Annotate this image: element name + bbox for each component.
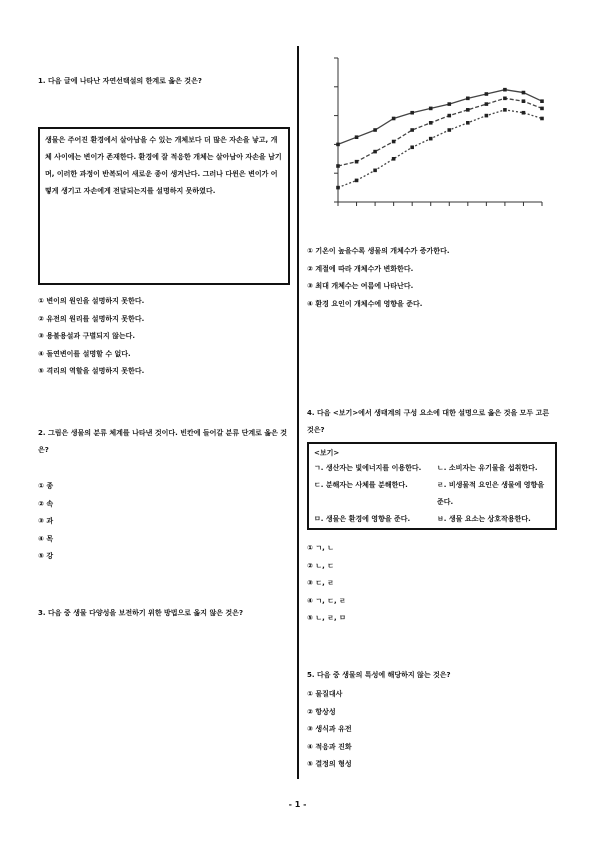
data-point <box>503 108 507 112</box>
data-point <box>447 102 451 106</box>
data-point <box>373 150 377 154</box>
option[interactable]: ① 기온이 높을수록 생물의 개체수가 증가한다. <box>307 247 450 255</box>
option[interactable]: ④ ㄱ, ㄷ, ㄹ <box>307 596 346 605</box>
bogi-item: ㄹ. 비생물적 요인은 생물에 영향을 준다. <box>437 481 545 506</box>
question-5-options <box>307 686 352 774</box>
column-divider <box>297 46 299 779</box>
data-point <box>540 99 544 103</box>
option[interactable]: ② 유전의 원리를 설명하지 못한다. <box>38 314 145 323</box>
option[interactable]: ② 계절에 따라 개체수가 변화한다. <box>307 264 414 273</box>
question-5 <box>307 667 557 684</box>
question-1-passage-box <box>38 127 290 285</box>
data-point <box>503 97 507 101</box>
data-point <box>503 88 507 92</box>
option[interactable]: ⑤ 격리의 역할을 설명하지 못한다. <box>38 367 145 375</box>
data-point <box>466 121 470 125</box>
data-point <box>540 107 544 111</box>
data-point <box>485 102 489 106</box>
option[interactable]: ④ 목 <box>38 534 54 543</box>
data-point <box>447 114 451 118</box>
question-3-stem: 3. 다음 중 생물 다양성을 보전하기 위한 방법으로 옳지 않은 것은? <box>38 609 244 617</box>
option[interactable]: ⑤ 결정의 형성 <box>307 760 352 768</box>
option[interactable]: ④ 적응과 진화 <box>307 742 352 751</box>
question-2 <box>38 425 290 459</box>
option[interactable]: ① ㄱ, ㄴ <box>307 544 334 552</box>
bogi-item: ㅁ. 생물은 환경에 영향을 준다. <box>314 515 411 523</box>
series-line <box>338 110 542 188</box>
option[interactable]: ③ ㄷ, ㄹ <box>307 579 334 587</box>
data-point <box>373 169 377 173</box>
bogi-item: ㄷ. 분해자는 사체를 분해한다. <box>314 481 408 489</box>
data-point <box>447 128 451 132</box>
data-point <box>373 128 377 132</box>
question-3 <box>38 605 290 622</box>
option[interactable]: ⑤ 강 <box>38 552 54 560</box>
data-point <box>429 137 433 141</box>
question-4-options <box>307 540 346 628</box>
question-1-passage: 생물은 주어진 환경에서 살아남을 수 있는 개체보다 더 많은 자손을 낳고, 개체 사이에는 변이가 존재한다. 환경에 잘 적응한 개체는 살아남아 자손을 남기며, 이러한 과정이 반복되어 새로운 종이 생겨난다. 그러나 다윈은 변이가 어떻게 생기고 자손에게 전달되는지를 설명하지 못하였다. <box>45 136 282 195</box>
bogi-item: ㄴ. 소비자는 유기물을 섭취한다. <box>437 464 538 472</box>
bogi-item: ㄱ. 생산자는 빛에너지를 이용한다. <box>314 464 422 472</box>
option[interactable]: ① 종 <box>38 482 54 490</box>
option[interactable]: ③ 최대 개체수는 여름에 나타난다. <box>307 282 414 290</box>
option[interactable]: ④ 환경 요인이 개체수에 영향을 준다. <box>307 299 423 308</box>
data-point <box>336 186 340 190</box>
option[interactable]: ③ 과 <box>38 517 54 525</box>
option[interactable]: ① 변이의 원인을 설명하지 못한다. <box>38 297 145 305</box>
question-1 <box>38 73 290 90</box>
data-point <box>392 117 396 121</box>
data-point <box>336 143 340 147</box>
data-point <box>466 108 470 112</box>
data-point <box>522 111 526 115</box>
line-chart <box>316 50 548 220</box>
data-point <box>410 145 414 149</box>
option[interactable]: ③ 생식과 유전 <box>307 725 352 733</box>
option[interactable]: ⑤ ㄴ, ㄹ, ㅁ <box>307 614 346 622</box>
option[interactable]: ④ 돌연변이를 설명할 수 없다. <box>38 349 131 358</box>
data-point <box>355 135 359 139</box>
data-point <box>522 99 526 103</box>
bogi-box <box>307 442 557 530</box>
data-point <box>466 97 470 101</box>
question-1-stem: 1. 다음 글에 나타난 자연선택설의 한계로 옳은 것은? <box>38 77 202 85</box>
data-point <box>540 117 544 121</box>
data-point <box>429 121 433 125</box>
data-point <box>336 164 340 168</box>
data-point <box>392 140 396 144</box>
page-number: - 1 - <box>288 800 307 809</box>
question-1-options <box>38 293 144 381</box>
data-point <box>485 92 489 96</box>
option[interactable]: ② ㄴ, ㄷ <box>307 561 334 570</box>
question-5-stem: 5. 다음 중 생물의 특성에 해당하지 않는 것은? <box>307 671 451 679</box>
data-point <box>410 111 414 115</box>
chart-question-options <box>307 243 557 313</box>
question-4 <box>307 405 557 439</box>
data-point <box>485 114 489 118</box>
question-4-stem: 4. 다음 <보기>에서 생태계의 구성 요소에 대한 설명으로 옳은 것을 모두 고른 것은? <box>307 409 550 434</box>
option[interactable]: ① 물질대사 <box>307 690 343 698</box>
data-point <box>429 107 433 111</box>
data-point <box>355 160 359 164</box>
bogi-title: <보기> <box>314 449 340 457</box>
data-point <box>522 91 526 95</box>
bogi-item: ㅂ. 생물 요소는 상호작용한다. <box>437 515 531 523</box>
option[interactable]: ② 속 <box>38 499 54 508</box>
question-2-options <box>38 478 53 566</box>
option[interactable]: ③ 용불용설과 구별되지 않는다. <box>38 332 136 340</box>
series-line <box>338 90 542 145</box>
option[interactable]: ② 항상성 <box>307 707 336 716</box>
question-2-stem: 2. 그림은 생물의 분류 체계를 나타낸 것이다. 빈칸에 들어갈 분류 단계로 옳은 것은? <box>38 429 288 454</box>
data-point <box>355 179 359 183</box>
data-point <box>392 157 396 161</box>
data-point <box>410 128 414 132</box>
